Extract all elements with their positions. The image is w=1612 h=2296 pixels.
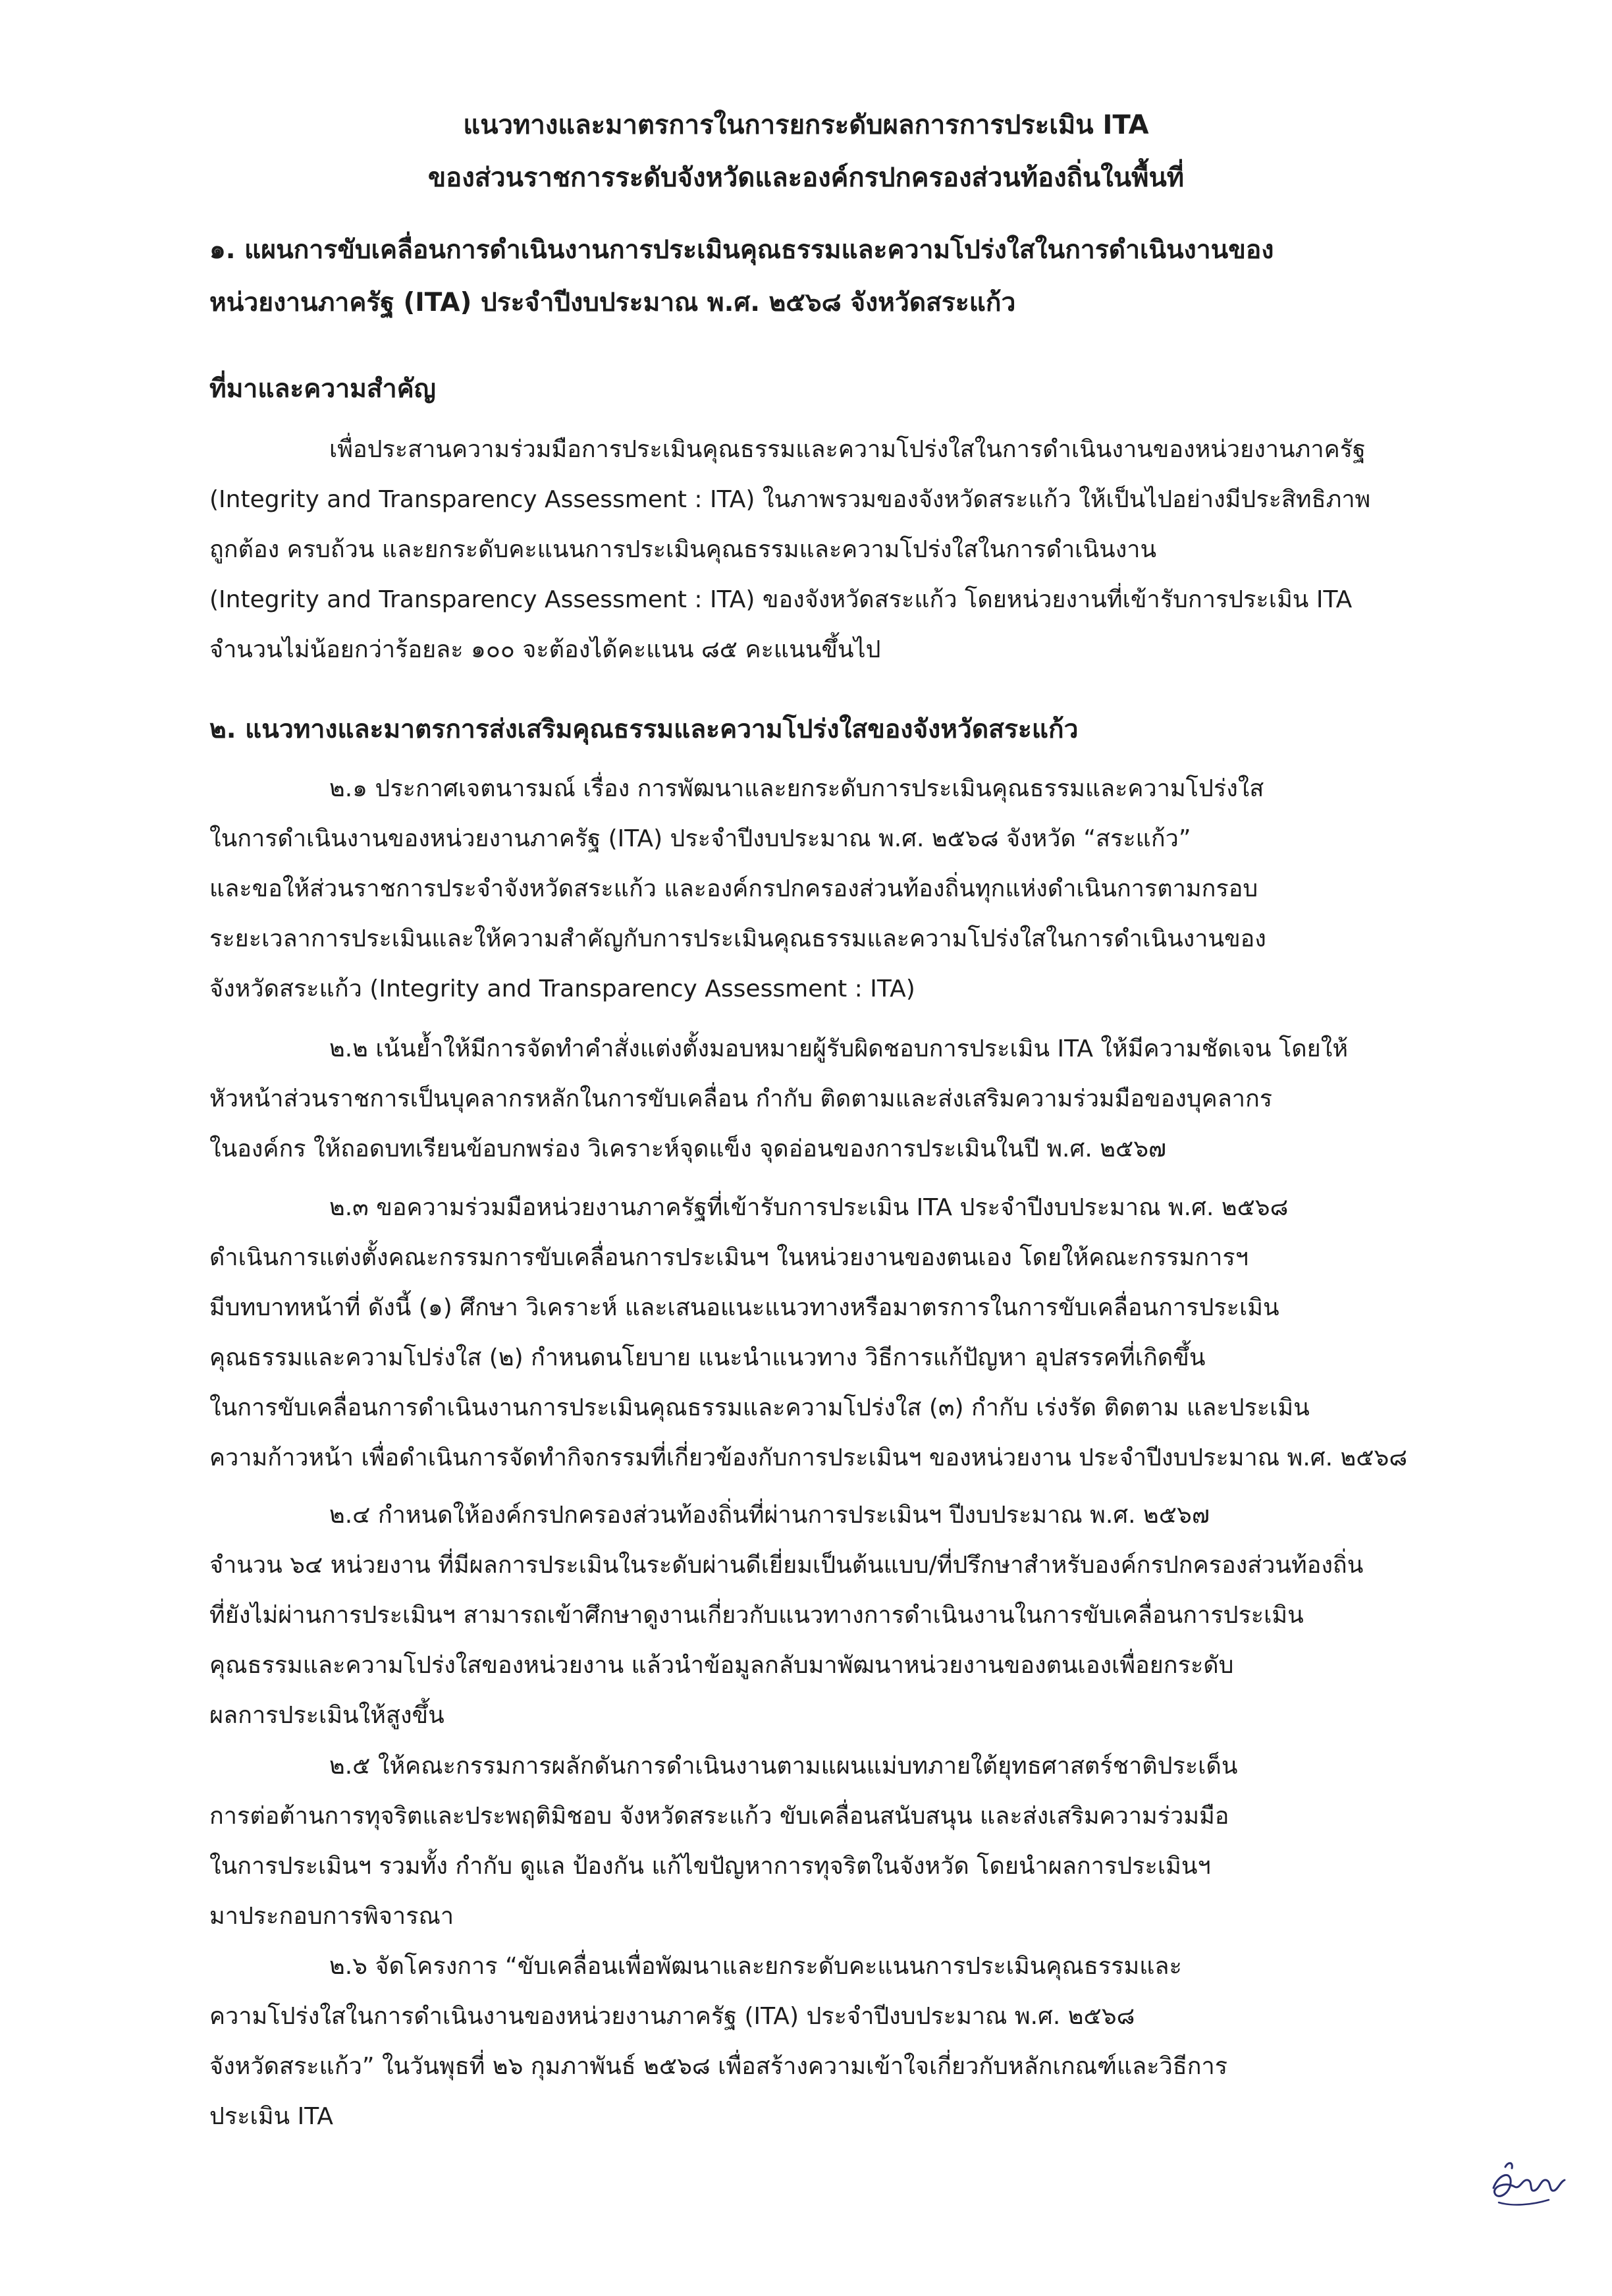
section-1-heading-line-2: หน่วยงานภาครัฐ (ITA) ประจำปีงบประมาณ พ.ศ. ๒๕๖๘ จังหวัดสระแก้ว — [209, 288, 1016, 317]
item-2-2-line: ๒.๒ เน้นย้ำให้มีการจัดทำคำสั่งแต่งตั้งมอบหมายผู้รับผิดชอบการประเมิน ITA ให้มีความชัดเจน โดยให้ — [329, 1035, 1349, 1062]
item-2-5-line: มาประกอบการพิจารณา — [209, 1903, 454, 1930]
item-2-6-line: จังหวัดสระแก้ว” ในวันพุธที่ ๒๖ กุมภาพันธ์ ๒๕๖๘ เพื่อสร้างความเข้าใจเกี่ยวกับหลักเกณฑ์และวิธีการ — [209, 2053, 1228, 2080]
item-2-4-line: ๒.๔ กำหนดให้องค์กรปกครองส่วนท้องถิ่นที่ผ่านการประเมินฯ ปีงบประมาณ พ.ศ. ๒๕๖๗ — [329, 1502, 1210, 1529]
section-1-paragraph-line: (Integrity and Transparency Assessment : ITA) ของจังหวัดสระแก้ว โดยหน่วยงานที่เข้ารับการประเมิน ITA — [209, 586, 1353, 613]
item-2-6-line: ๒.๖ จัดโครงการ “ขับเคลื่อนเพื่อพัฒนาและยกระดับคะแนนการประเมินคุณธรรมและ — [329, 1953, 1182, 1980]
section-2-heading: ๒. แนวทางและมาตรการส่งเสริมคุณธรรมและความโปร่งใสของจังหวัดสระแก้ว — [209, 715, 1079, 744]
item-2-3-line: ดำเนินการแต่งตั้งคณะกรรมการขับเคลื่อนการประเมินฯ ในหน่วยงานของตนเอง โดยให้คณะกรรมการฯ — [209, 1244, 1249, 1271]
item-2-3-line: ๒.๓ ขอความร่วมมือหน่วยงานภาครัฐที่เข้ารับการประเมิน ITA ประจำปีงบประมาณ พ.ศ. ๒๕๖๘ — [329, 1194, 1289, 1221]
item-2-5-line: การต่อต้านการทุจริตและประพฤติมิชอบ จังหวัดสระแก้ว ขับเคลื่อนสนับสนุน และส่งเสริมความร่วมมือ — [209, 1803, 1229, 1830]
item-2-2-line: หัวหน้าส่วนราชการเป็นบุคลากรหลักในการขับเคลื่อน กำกับ ติดตามและส่งเสริมความร่วมมือของบุคลากร — [209, 1085, 1273, 1112]
item-2-3-line: ในการขับเคลื่อนการดำเนินงานการประเมินคุณธรรมและความโปร่งใส (๓) กำกับ เร่งรัด ติดตาม และประเมิน — [209, 1394, 1310, 1421]
section-1-paragraph-line: ถูกต้อง ครบถ้วน และยกระดับคะแนนการประเมินคุณธรรมและความโปร่งใสในการดำเนินงาน — [209, 536, 1157, 563]
item-2-1-line: ในการดำเนินงานของหน่วยงานภาครัฐ (ITA) ประจำปีงบประมาณ พ.ศ. ๒๕๖๘ จังหวัด “สระแก้ว” — [209, 825, 1191, 852]
item-2-4-line: ผลการประเมินให้สูงขึ้น — [209, 1702, 444, 1729]
document-title-line-1: แนวทางและมาตรการในการยกระดับผลการการประเมิน ITA — [463, 110, 1149, 140]
item-2-1-line: และขอให้ส่วนราชการประจำจังหวัดสระแก้ว และองค์กรปกครองส่วนท้องถิ่นทุกแห่งดำเนินการตามกรอบ — [209, 875, 1258, 902]
document-title-line-2: ของส่วนราชการระดับจังหวัดและองค์กรปกครองส่วนท้องถิ่นในพื้นที่ — [427, 163, 1185, 193]
signature-icon — [1486, 2147, 1571, 2220]
item-2-6-line: ความโปร่งใสในการดำเนินงานของหน่วยงานภาครัฐ (ITA) ประจำปีงบประมาณ พ.ศ. ๒๕๖๘ — [209, 2003, 1135, 2030]
item-2-5-line: ๒.๕ ให้คณะกรรมการผลักดันการดำเนินงานตามแผนแม่บทภายใต้ยุทธศาสตร์ชาติประเด็น — [329, 1753, 1238, 1780]
item-2-1-line: ๒.๑ ประกาศเจตนารมณ์ เรื่อง การพัฒนาและยกระดับการประเมินคุณธรรมและความโปร่งใส — [329, 775, 1264, 802]
section-1-paragraph-line: จำนวนไม่น้อยกว่าร้อยละ ๑๐๐ จะต้องได้คะแนน ๘๕ คะแนนขึ้นไป — [209, 636, 881, 663]
item-2-6-line: ประเมิน ITA — [209, 2103, 334, 2130]
section-1-paragraph-line: (Integrity and Transparency Assessment : ITA) ในภาพรวมของจังหวัดสระแก้ว ให้เป็นไปอย่างมีประสิทธิภาพ — [209, 486, 1371, 513]
section-1-heading-line-1: ๑. แผนการขับเคลื่อนการดำเนินงานการประเมินคุณธรรมและความโปร่งใสในการดำเนินงานของ — [209, 235, 1274, 265]
section-1-paragraph-line: เพื่อประสานความร่วมมือการประเมินคุณธรรมและความโปร่งใสในการดำเนินงานของหน่วยงานภาครัฐ — [329, 436, 1366, 463]
section-1-subheading: ที่มาและความสำคัญ — [209, 374, 436, 404]
item-2-1-line: ระยะเวลาการประเมินและให้ความสำคัญกับการประเมินคุณธรรมและความโปร่งใสในการดำเนินงานของ — [209, 925, 1266, 952]
item-2-4-line: คุณธรรมและความโปร่งใสของหน่วยงาน แล้วนำข้อมูลกลับมาพัฒนาหน่วยงานของตนเองเพื่อยกระดับ — [209, 1652, 1234, 1679]
item-2-4-line: ที่ยังไม่ผ่านการประเมินฯ สามารถเข้าศึกษาดูงานเกี่ยวกับแนวทางการดำเนินงานในการขับเคลื่อนการประเมิน — [209, 1602, 1304, 1629]
item-2-4-line: จำนวน ๖๔ หน่วยงาน ที่มีผลการประเมินในระดับผ่านดีเยี่ยมเป็นต้นแบบ/ที่ปรึกษาสำหรับองค์กรปกครองส่วนท้องถิ่น — [209, 1552, 1364, 1579]
item-2-2-line: ในองค์กร ให้ถอดบทเรียนข้อบกพร่อง วิเคราะห์จุดแข็ง จุดอ่อนของการประเมินในปี พ.ศ. ๒๕๖๗ — [209, 1135, 1167, 1162]
item-2-3-line: ความก้าวหน้า เพื่อดำเนินการจัดทำกิจกรรมที่เกี่ยวข้องกับการประเมินฯ ของหน่วยงาน ประจำปีงบประมาณ พ.ศ. ๒๕๖๘ — [209, 1444, 1408, 1471]
item-2-3-line: คุณธรรมและความโปร่งใส (๒) กำหนดนโยบาย แนะนำแนวทาง วิธีการแก้ปัญหา อุปสรรคที่เกิดขึ้น — [209, 1344, 1206, 1371]
item-2-1-line: จังหวัดสระแก้ว (Integrity and Transparency Assessment : ITA) — [209, 975, 915, 1002]
item-2-3-line: มีบทบาทหน้าที่ ดังนี้ (๑) ศึกษา วิเคราะห์ และเสนอแนะแนวทางหรือมาตรการในการขับเคลื่อนการประเมิน — [209, 1294, 1279, 1321]
item-2-5-line: ในการประเมินฯ รวมทั้ง กำกับ ดูแล ป้องกัน แก้ไขปัญหาการทุจริตในจังหวัด โดยนำผลการประเมินฯ — [209, 1853, 1211, 1880]
